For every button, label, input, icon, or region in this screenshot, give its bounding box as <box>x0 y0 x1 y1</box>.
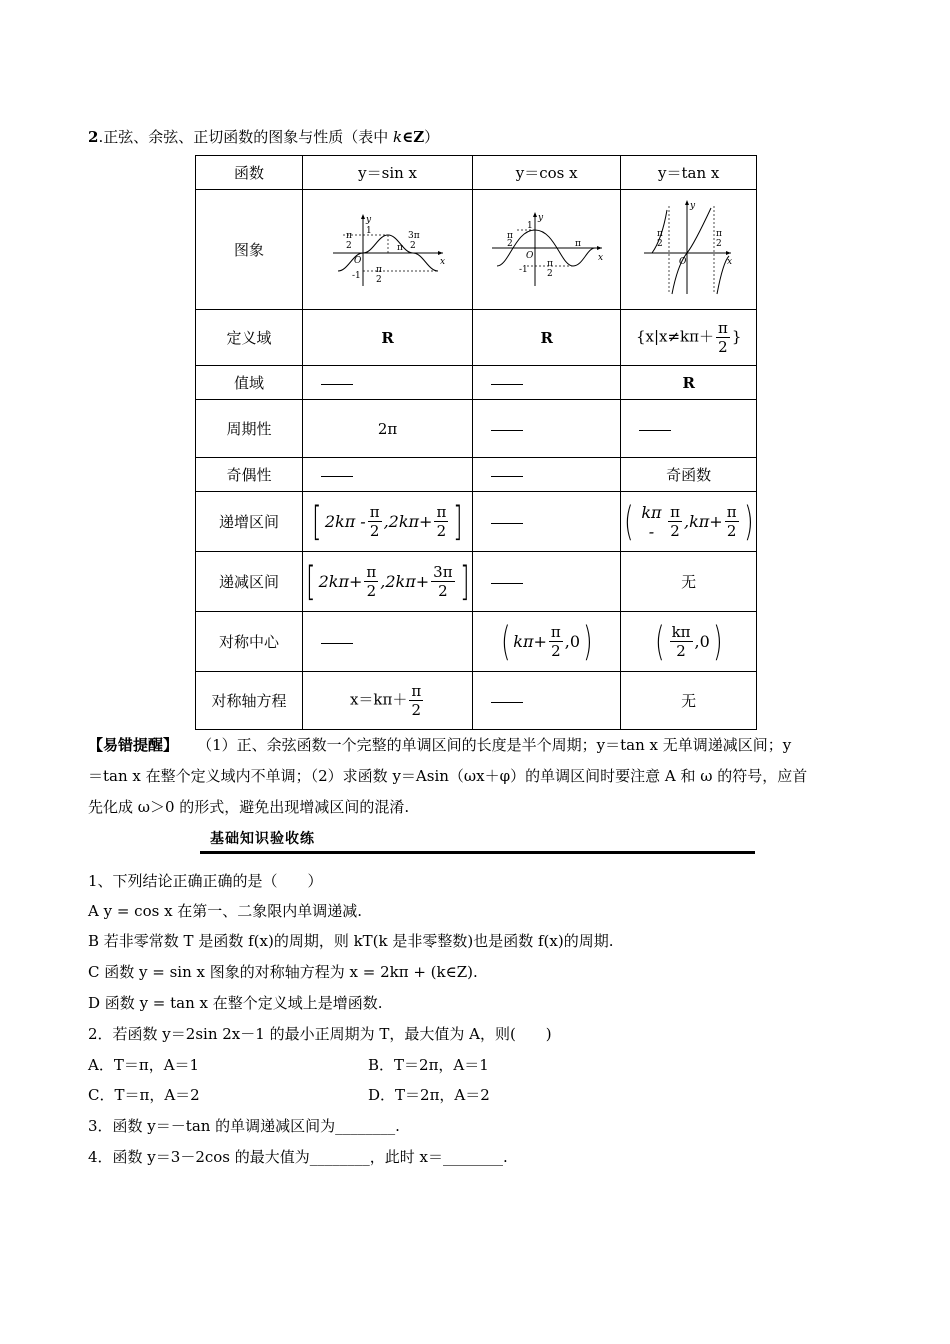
properties-table <box>195 155 757 730</box>
table-row <box>196 612 757 672</box>
tick-label: 1 <box>365 225 372 236</box>
question-1: 1、下列结论正确正确的是（ ） <box>88 872 323 890</box>
table-row <box>196 366 757 400</box>
sin-domain: R <box>303 310 473 366</box>
tick-label: -1 <box>518 264 528 275</box>
table-row <box>196 190 757 310</box>
row-label: 递减区间 <box>196 552 303 612</box>
tick-label: 2 <box>506 238 513 249</box>
sin-graph <box>328 208 448 288</box>
row-label: 值域 <box>196 366 303 400</box>
cos-range <box>473 366 621 400</box>
tan-graph-cell <box>621 190 757 310</box>
table-row <box>196 492 757 552</box>
fill-blank <box>321 383 353 385</box>
tan-domain: {x|x≠kπ＋ $\frac{\pi}{2}$ } <box>621 310 757 366</box>
tan-center: ( $\frac{k\pi}{2}$ ,0 ) <box>621 612 757 672</box>
tick-label: π <box>345 230 352 241</box>
tick-label: 2 <box>656 238 663 249</box>
fill-blank <box>491 429 523 431</box>
tick-label: π <box>574 238 581 249</box>
tick-label: π <box>656 228 663 239</box>
cos-domain: R <box>473 310 621 366</box>
tan-period <box>621 400 757 458</box>
option-text: C 函数 y = sin x 图象的对称轴方程为 x = 2kπ + (k∈Z). <box>88 963 478 981</box>
cos-parity <box>473 458 621 492</box>
row-label: 递增区间 <box>196 492 303 552</box>
cos-increasing <box>473 492 621 552</box>
tick-label: π <box>506 230 513 241</box>
x-axis-label: x <box>726 256 732 267</box>
tan-decreasing: 无 <box>621 552 757 612</box>
fill-blank <box>321 642 353 644</box>
row-label: 周期性 <box>196 400 303 458</box>
row-label: 对称轴方程 <box>196 672 303 730</box>
table-row <box>196 458 757 492</box>
question-2: 2．若函数 y＝2sin 2x－1 的最小正周期为 T，最大值为 A，则( ) <box>88 1025 552 1043</box>
tan-parity: 奇函数 <box>621 458 757 492</box>
banner-title: 基础知识验收练 <box>210 831 315 847</box>
option-text: D 函数 y = tan x 在整个定义域上是增函数. <box>88 994 383 1012</box>
sin-graph-cell <box>303 190 473 310</box>
header-cell: y＝sin x <box>303 156 473 190</box>
question-3: 3．函数 y＝－tan 的单调递减区间为________. <box>88 1117 400 1135</box>
origin-label: O <box>353 255 361 266</box>
row-label: 奇偶性 <box>196 458 303 492</box>
origin-label: O <box>525 250 534 261</box>
section-banner <box>200 826 755 854</box>
tick-label: 2 <box>715 238 722 249</box>
table-row <box>196 400 757 458</box>
tick-label: π <box>375 264 382 275</box>
fill-blank <box>491 701 523 703</box>
fill-blank <box>491 582 523 584</box>
option-text: B 若非零常数 T 是函数 f(x)的周期，则 kT(k 是非零整数)也是函数 f(x)的周期. <box>88 932 614 950</box>
tan-graph <box>639 198 739 298</box>
x-axis-label: x <box>439 256 445 267</box>
row-label: 定义域 <box>196 310 303 366</box>
tick-label: 3π <box>407 230 420 241</box>
fill-blank <box>491 475 523 477</box>
header-cell: 函数 <box>196 156 303 190</box>
error-reminder: 【易错提醒】 （1）正、余弦函数一个完整的单调区间的长度是半个周期；y＝tan x 无单调递减区间；y ＝tan x 在整个定义域内不单调；（2）求函数 y＝Asin（ωx＋φ）的单调区间时要注意 A 和 ω 的符号，应首 先化成 ω＞0 的形式，避免出现增减区间的混淆. <box>88 736 808 816</box>
sin-decreasing: [ 2kπ+ $\frac{\pi}{2}$ ,2kπ+ $\frac{3\pi}{2}$ ] <box>303 552 473 612</box>
tick-label: 2 <box>409 240 416 251</box>
tick-label: π <box>715 228 722 239</box>
tick-label: 2 <box>546 268 553 279</box>
banner-divider <box>200 851 755 854</box>
header-cell: y＝tan x <box>621 156 757 190</box>
cos-decreasing <box>473 552 621 612</box>
cos-center: ( kπ+ $\frac{\pi}{2}$ ,0 ) <box>473 612 621 672</box>
sin-range <box>303 366 473 400</box>
option-d: D．T＝2π，A＝2 <box>368 1086 490 1104</box>
sin-period: 2π <box>303 400 473 458</box>
question-4: 4．函数 y＝3－2cos 的最大值为________，此时 x＝________. <box>88 1148 508 1166</box>
table-row <box>196 156 757 190</box>
option-a: A．T＝π，A＝1 <box>88 1056 200 1074</box>
y-axis-label: y <box>689 200 695 211</box>
cos-axis <box>473 672 621 730</box>
header-cell: y＝cos x <box>473 156 621 190</box>
option-c: C．T＝π，A＝2 <box>88 1086 200 1104</box>
cos-graph <box>487 208 607 288</box>
tan-increasing: ( kπ - $\frac{\pi}{2}$ ,kπ+ $\frac{\pi}{2}$ ) <box>621 492 757 552</box>
tick-label: π <box>546 258 553 269</box>
sin-center <box>303 612 473 672</box>
sin-axis: x＝kπ＋ $\frac{\pi}{2}$ <box>303 672 473 730</box>
sin-parity <box>303 458 473 492</box>
tick-label: 2 <box>345 240 352 251</box>
tick-label: π <box>396 242 403 253</box>
table-row <box>196 552 757 612</box>
tan-range: R <box>621 366 757 400</box>
y-axis-label: y <box>537 212 543 223</box>
row-label: 图象 <box>196 190 303 310</box>
fill-blank <box>491 522 523 524</box>
fill-blank <box>639 429 671 431</box>
tick-label: -1 <box>351 270 361 281</box>
tan-axis: 无 <box>621 672 757 730</box>
row-label: 对称中心 <box>196 612 303 672</box>
sin-increasing: [ 2kπ - $\frac{\pi}{2}$ ,2kπ+ $\frac{\pi}{2}$ ] <box>303 492 473 552</box>
table-row <box>196 672 757 730</box>
option-text: A y = cos x 在第一、二象限内单调递减. <box>88 902 363 920</box>
fill-blank <box>321 475 353 477</box>
fill-blank <box>491 383 523 385</box>
y-axis-label: y <box>365 214 371 225</box>
section-title: 2.正弦、余弦、正切函数的图象与性质（表中 k∈Z） <box>88 128 440 146</box>
table-row <box>196 310 757 366</box>
tick-label: 1 <box>526 220 533 231</box>
tick-label: 2 <box>375 274 382 285</box>
cos-period <box>473 400 621 458</box>
cos-graph-cell <box>473 190 621 310</box>
option-b: B．T＝2π，A＝1 <box>368 1056 489 1074</box>
origin-label: O <box>678 256 687 267</box>
x-axis-label: x <box>597 252 603 263</box>
